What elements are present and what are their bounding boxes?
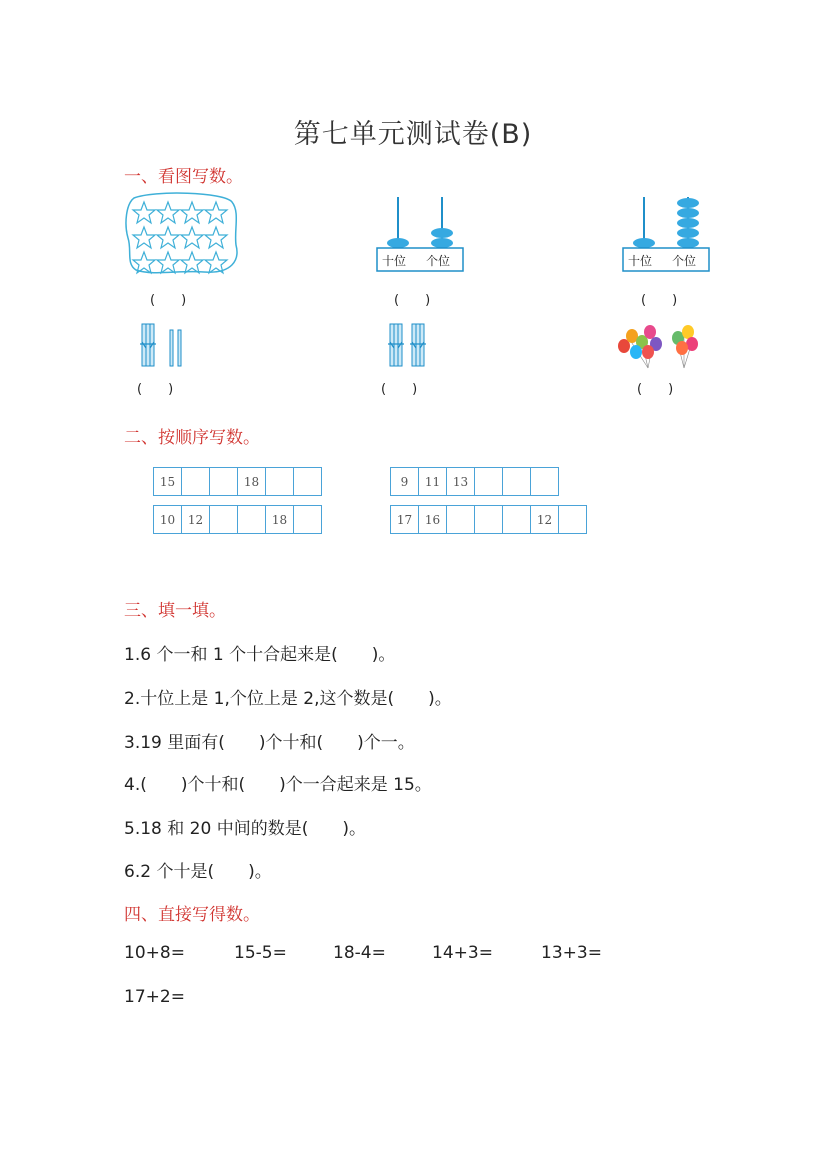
page-title: 第七单元测试卷(B) [293, 119, 533, 150]
fill-question-3: 3.19 里面有( )个十和( )个一。 [124, 733, 415, 753]
fill-question-4: 4.( )个十和( )个一合起来是 15。 [124, 775, 432, 795]
sequence-cell: 18 [238, 467, 266, 496]
sequence-grid-2 [153, 505, 322, 534]
answer-blank-balloons: ( ) [637, 382, 674, 397]
abacus-2-ones-label: 个位 [672, 254, 697, 268]
calc-problem-5: 13+3= [541, 943, 602, 963]
sequence-cell [503, 467, 531, 496]
calc-problem-6: 17+2= [124, 987, 185, 1007]
sequence-cell [503, 505, 531, 534]
answer-blank-sticks-2: ( ) [381, 382, 418, 397]
calc-problem-2: 15-5= [234, 943, 287, 963]
sequence-cell [475, 505, 503, 534]
fill-question-1: 1.6 个一和 1 个十合起来是( )。 [124, 645, 396, 665]
sequence-cell: 12 [531, 505, 559, 534]
answer-blank-abacus-2: ( ) [641, 293, 678, 308]
abacus-2-tens-label: 十位 [628, 254, 653, 268]
sequence-cell [210, 467, 238, 496]
sequence-cell: 11 [419, 467, 447, 496]
section-2-heading: 二、按顺序写数。 [124, 428, 260, 448]
sequence-cell [294, 467, 322, 496]
sticks-picture-1 [138, 322, 190, 370]
section-1-heading: 一、看图写数。 [124, 167, 243, 187]
balloons-picture [612, 322, 702, 372]
abacus-1-ones-label: 个位 [426, 254, 451, 268]
sticks-picture-2 [386, 322, 438, 370]
answer-blank-stars: ( ) [150, 293, 187, 308]
sequence-cell [210, 505, 238, 534]
sequence-grid-3 [390, 467, 559, 496]
sequence-cell: 15 [154, 467, 182, 496]
sequence-cell: 17 [391, 505, 419, 534]
sequence-grid-4 [390, 505, 587, 534]
answer-blank-sticks-1: ( ) [137, 382, 174, 397]
calc-problem-1: 10+8= [124, 943, 185, 963]
fill-question-6: 6.2 个十是( )。 [124, 862, 272, 882]
sequence-cell [266, 467, 294, 496]
sequence-cell: 16 [419, 505, 447, 534]
sequence-cell: 18 [266, 505, 294, 534]
sequence-cell: 9 [391, 467, 419, 496]
calc-problem-3: 18-4= [333, 943, 386, 963]
sequence-cell [238, 505, 266, 534]
sequence-cell: 10 [154, 505, 182, 534]
abacus-1-tens-label: 十位 [382, 254, 407, 268]
fill-question-5: 5.18 和 20 中间的数是( )。 [124, 819, 366, 839]
sequence-cell [559, 505, 587, 534]
section-4-heading: 四、直接写得数。 [124, 905, 260, 925]
sequence-cell [182, 467, 210, 496]
fill-question-2: 2.十位上是 1,个位上是 2,这个数是( )。 [124, 689, 452, 709]
sequence-grid-1 [153, 467, 322, 496]
sequence-cell [531, 467, 559, 496]
sequence-cell [475, 467, 503, 496]
sequence-cell [447, 505, 475, 534]
answer-blank-abacus-1: ( ) [394, 293, 431, 308]
sequence-cell [294, 505, 322, 534]
sequence-cell: 13 [447, 467, 475, 496]
stars-picture [124, 190, 240, 278]
section-3-heading: 三、填一填。 [124, 601, 226, 621]
sequence-cell: 12 [182, 505, 210, 534]
calc-problem-4: 14+3= [432, 943, 493, 963]
